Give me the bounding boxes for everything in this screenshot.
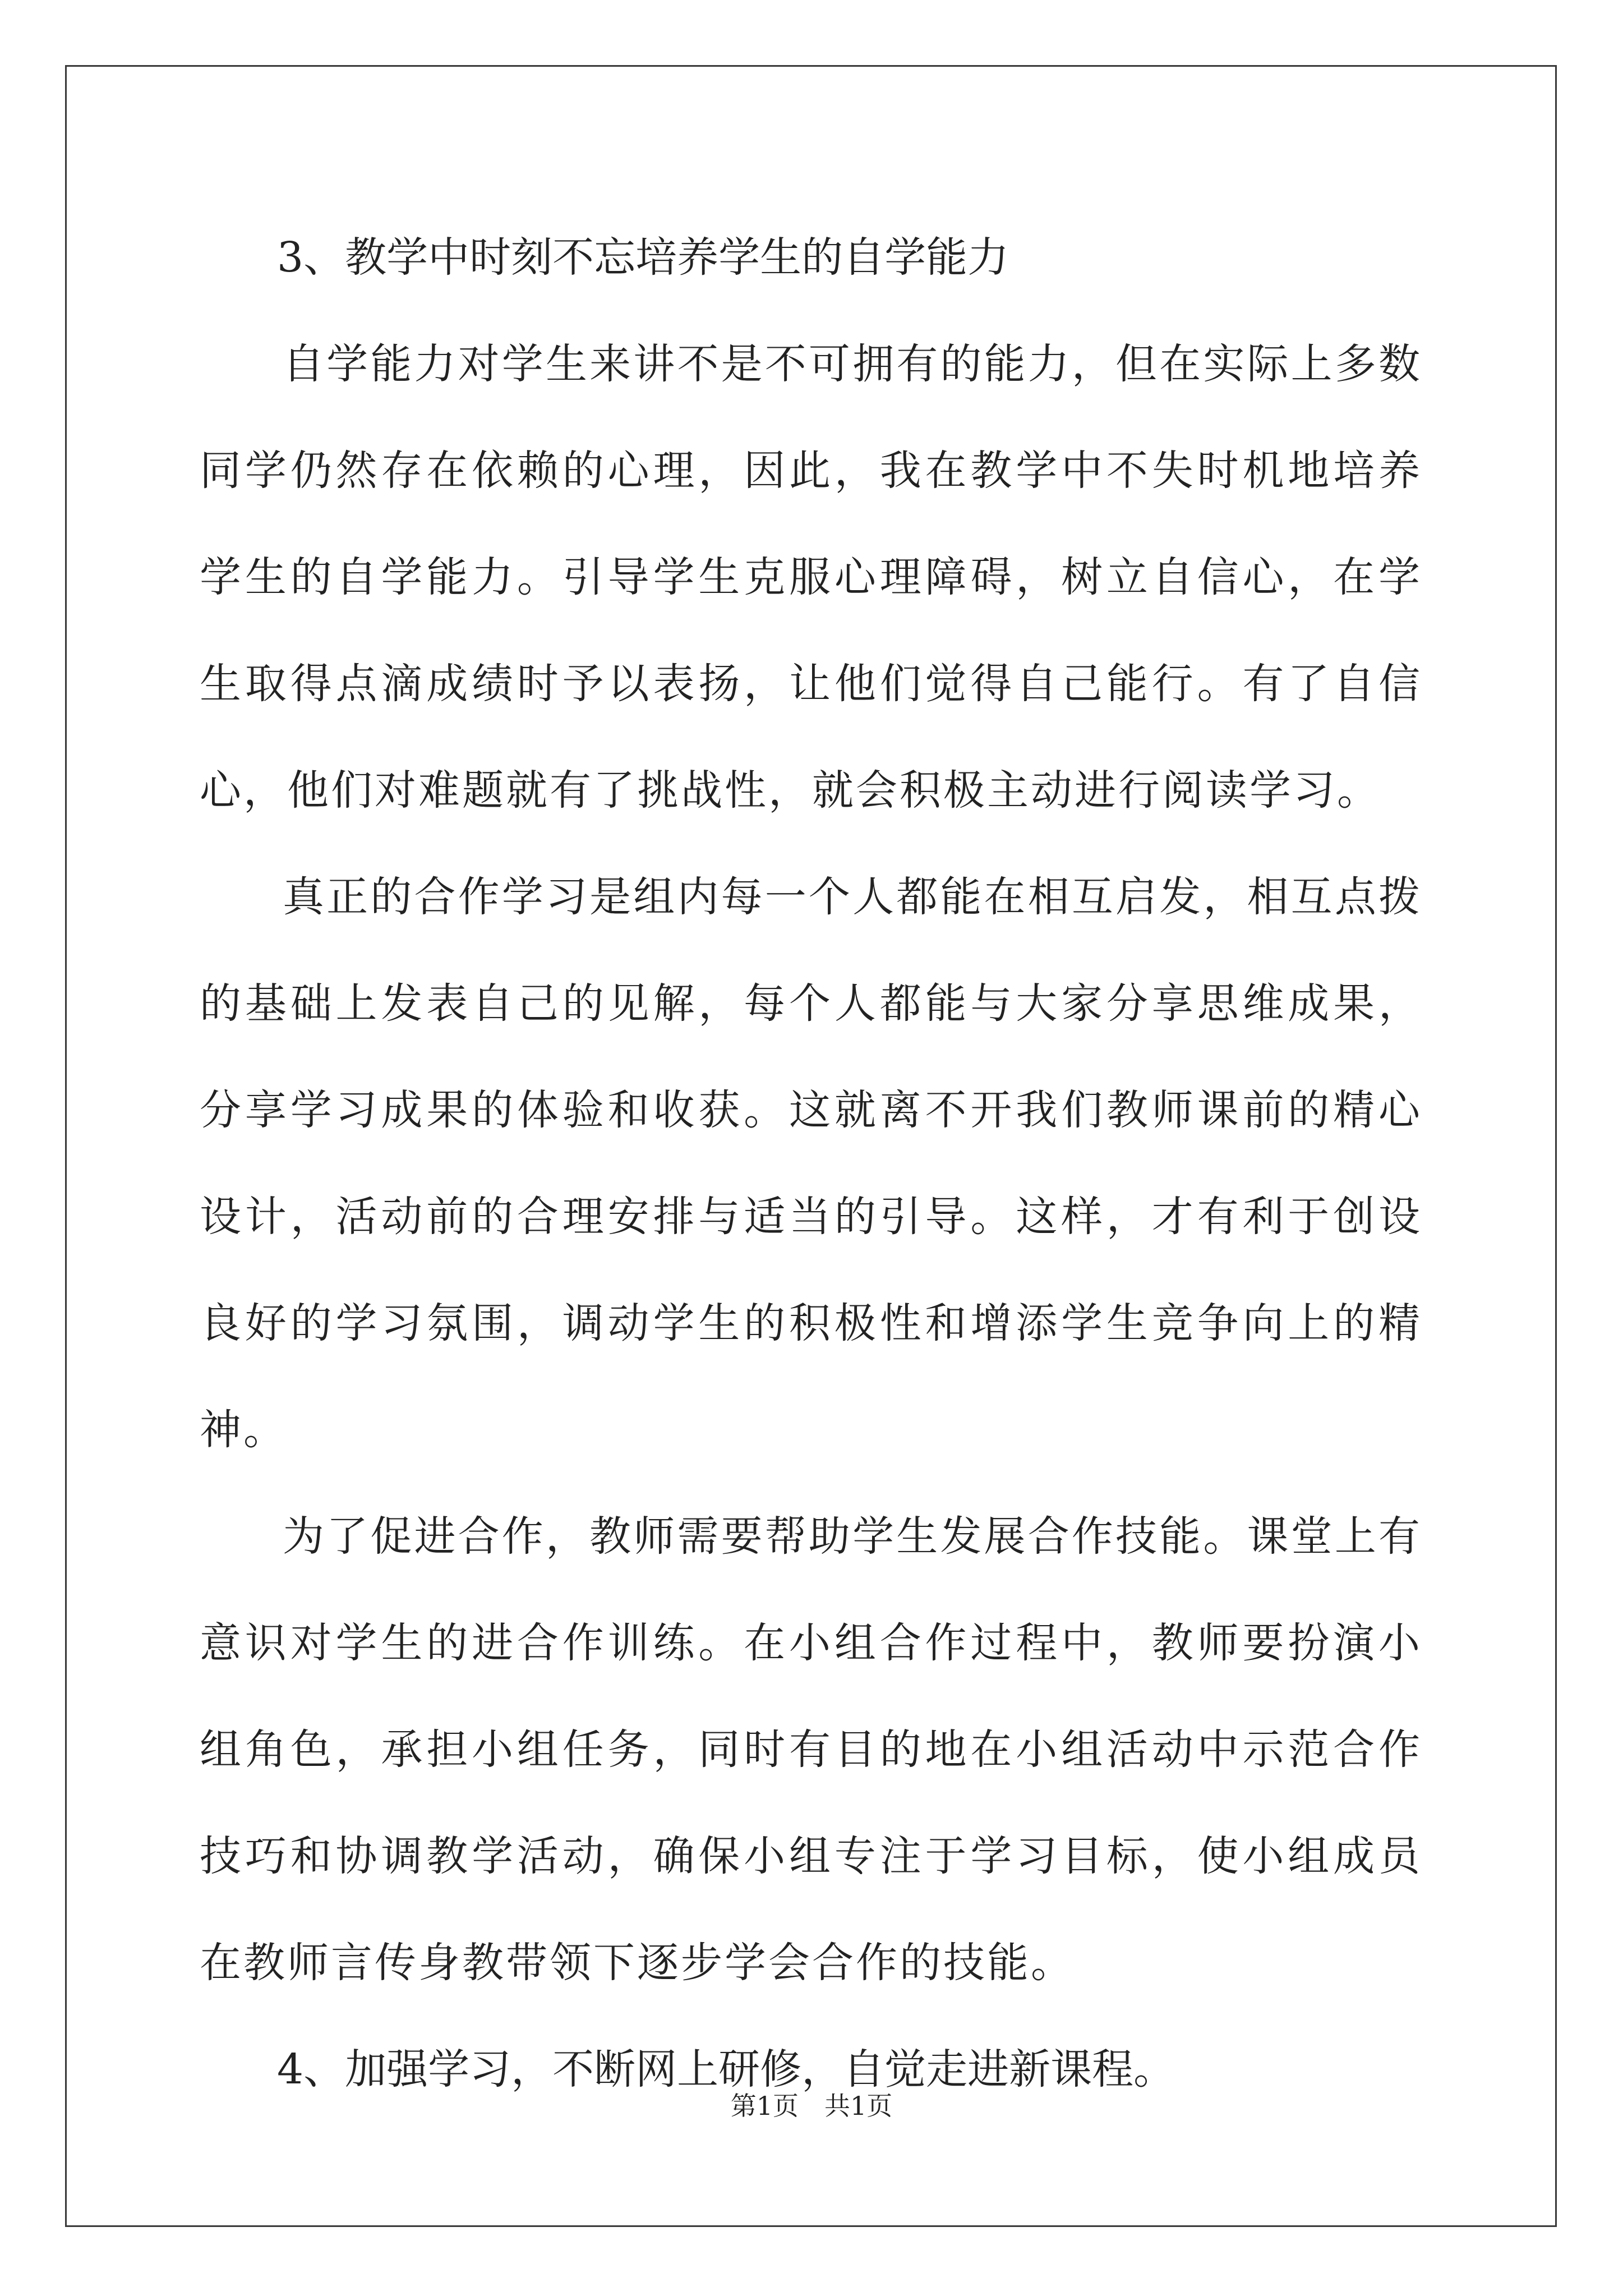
paragraph-cooperation-skills: 为了促进合作，教师需要帮助学生发展合作技能。课堂上有意识对学生的进合作训练。在小组合作过程中，教师要扮演小组角色，承担小组任务，同时有目的地在小组活动中示范合作技巧和协调教学活动，确保小组专注于学习目标，使小组成员在教师言传身教带领下逐步学会合作的技能。 (200, 1512, 1422, 1987)
section-heading-4: 4、加强学习，不断网上研修，自觉走进新课程。 (277, 2045, 1175, 2093)
document-body (200, 204, 1422, 2123)
paragraph-self-study: 自学能力对学生来讲不是不可拥有的能力，但在实际上多数同学仍然存在依赖的心理，因此，我在教学中不失时机地培养学生的自学能力。引导学生克服心理障碍，树立自信心，在学生取得点滴成绩时予以表扬，让他们觉得自己能行。有了自信心，他们对难题就有了挑战性，就会积极主动进行阅读学习。 (200, 340, 1422, 815)
section-heading-3: 3、教学中时刻不忘培养学生的自学能力 (277, 233, 1009, 282)
paragraph-cooperative-learning: 真正的合作学习是组内每一个人都能在相互启发，相互点拨的基础上发表自己的见解，每个人都能与大家分享思维成果，分享学习成果的体验和收获。这就离不开我们教师课前的精心设计，活动前的合理安排与适当的引导。这样，才有利于创设良好的学习氛围，调动学生的积极性和增添学生竞争向上的精神。 (200, 873, 1422, 1454)
page-number-footer: 第1页 共1页 (730, 2091, 893, 2121)
